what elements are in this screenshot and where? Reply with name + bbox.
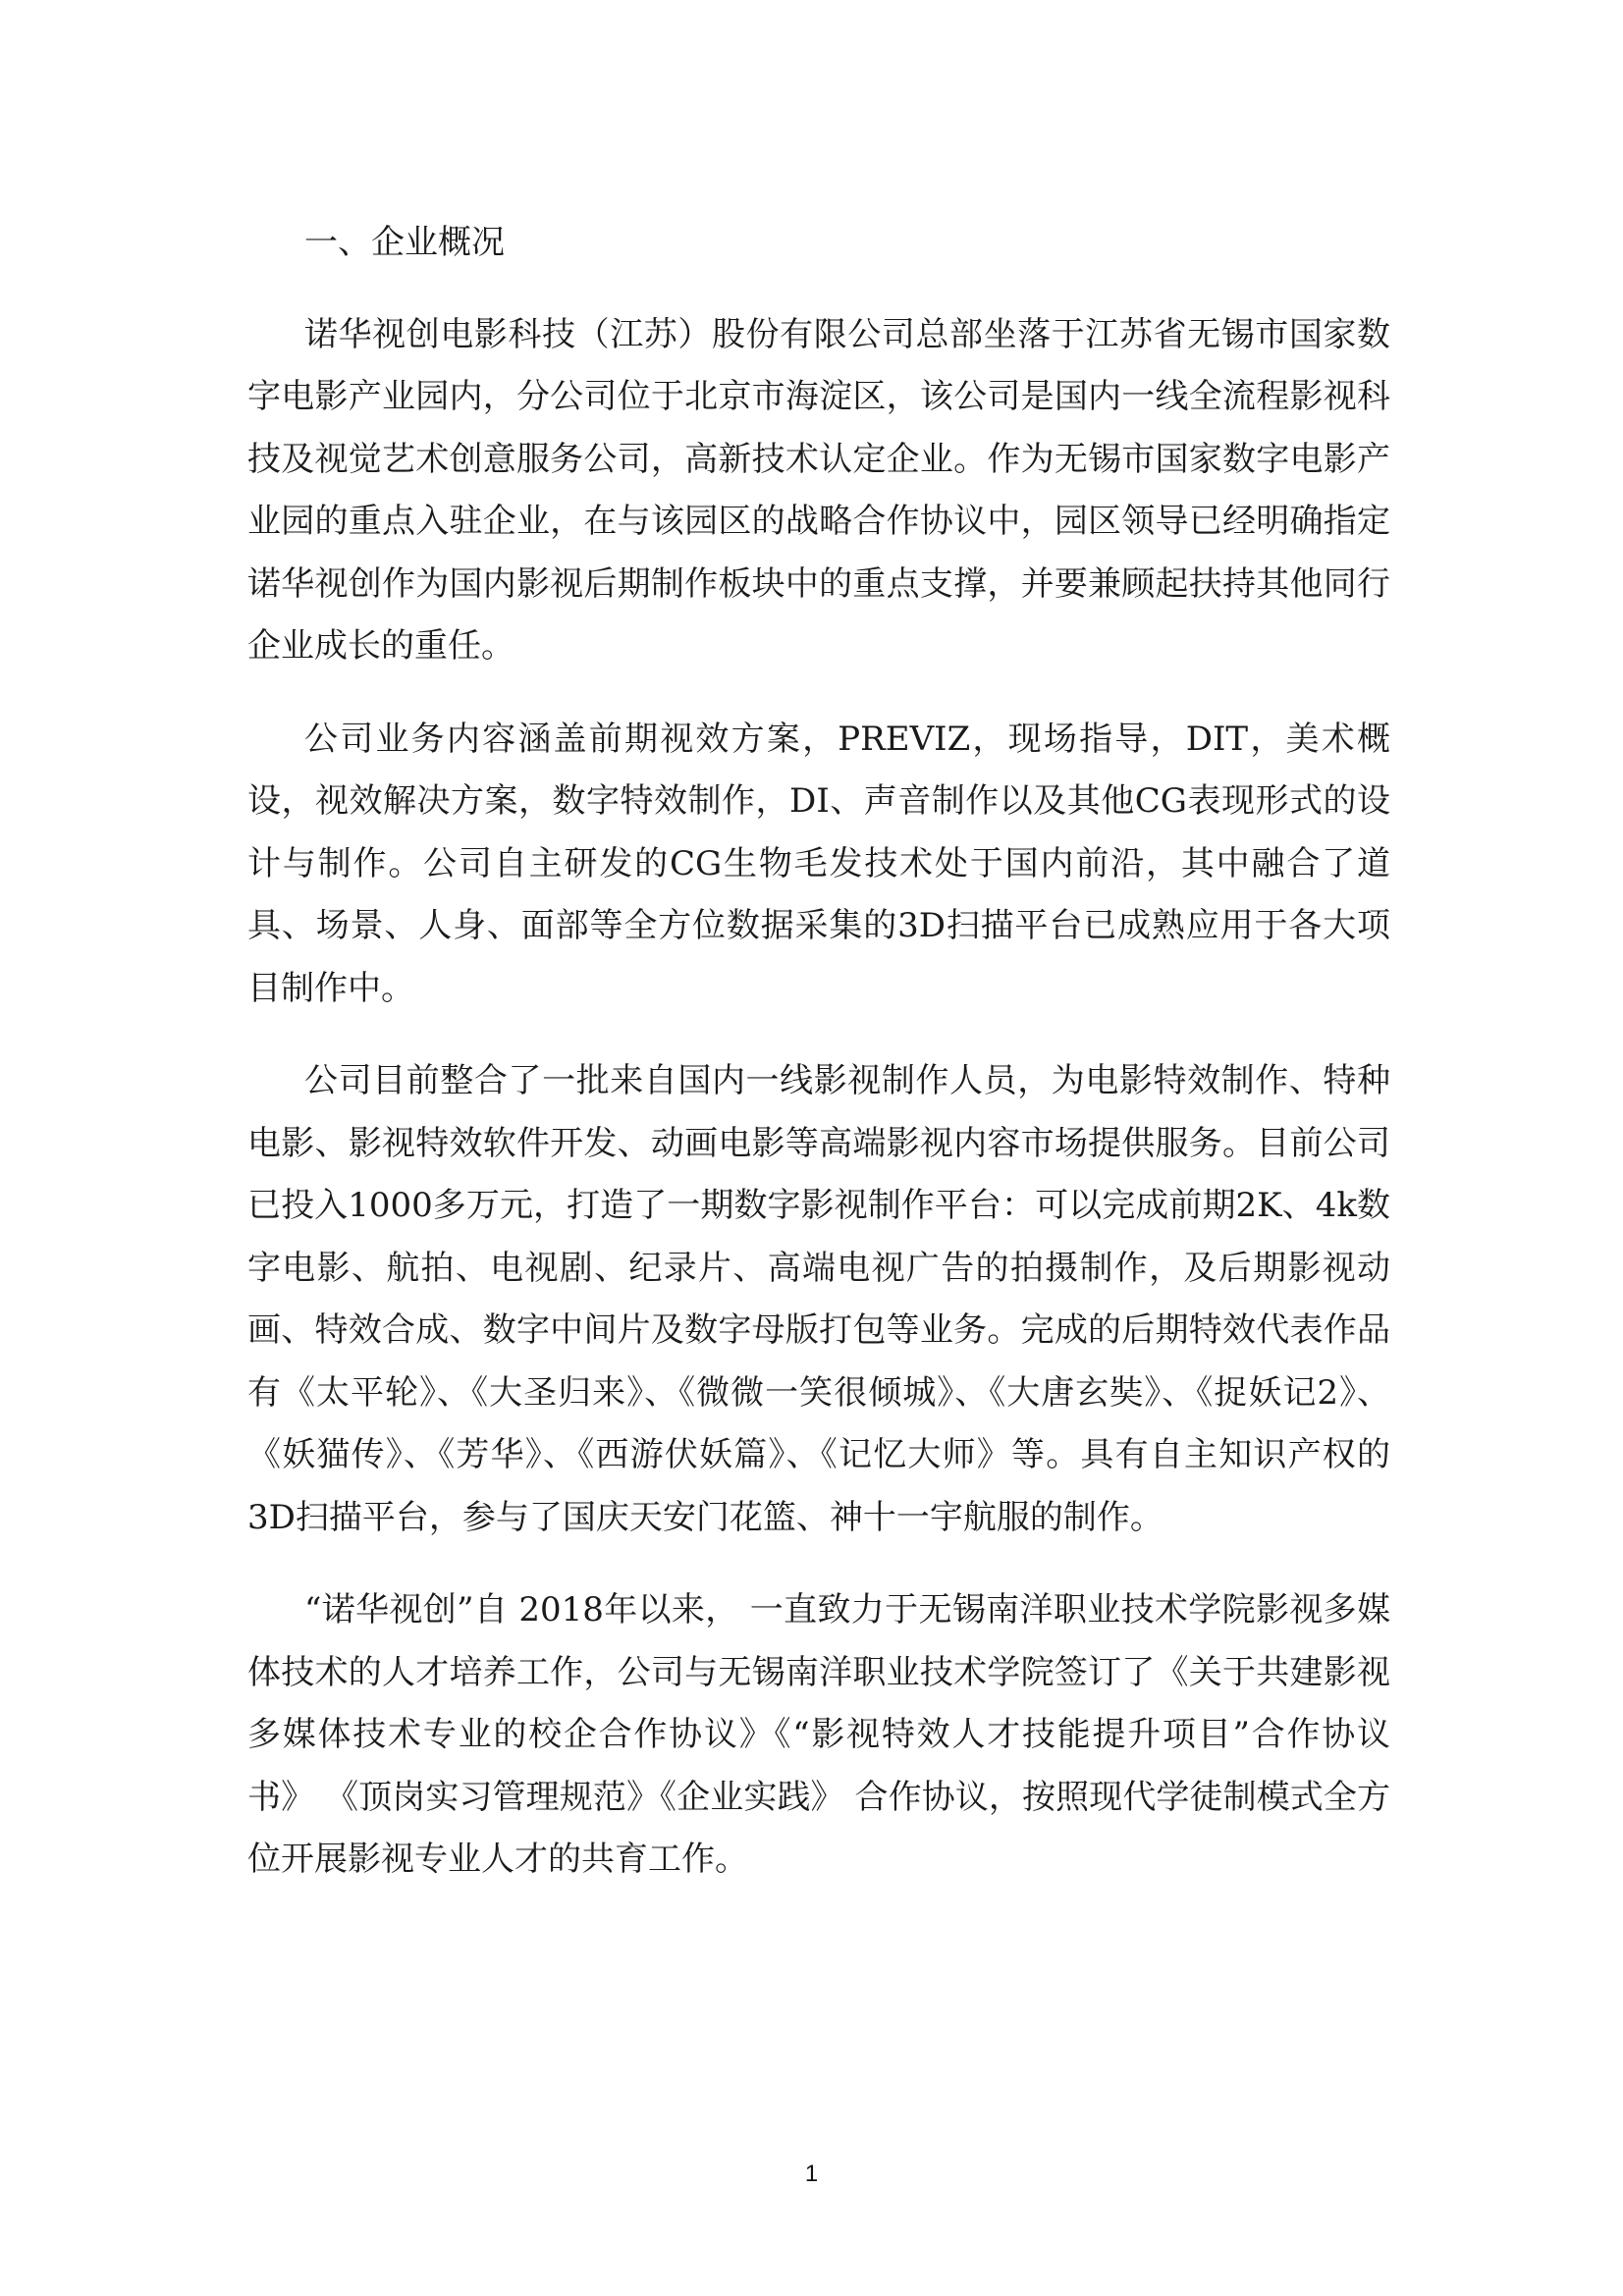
paragraph-school-cooperation: “诺华视创”自 2018年以来， 一直致力于无锡南洋职业技术学院影视多媒体技术的人才培养工作，公司与无锡南洋职业技术学院签订了《关于共建影视多媒体技术专业的校企合作协议》《“影视特效人才技能提升项目”合作协议书》 《顶岗实习管理规范》《企业实践》 合作协议，按照现代学徒制模式全方位开展影视专业人才的共育工作。 <box>247 1590 1390 1879</box>
page-number: 1 <box>804 2161 819 2187</box>
paragraph-business-scope: 公司业务内容涵盖前期视效方案，PREVIZ，现场指导，DIT，美术概设，视效解决方案，数字特效制作，DI、声音制作以及其他CG表现形式的设计与制作。公司自主研发的CG生物毛发技术处于国内前沿，其中融合了道具、场景、人身、面部等全方位数据采集的3D扫描平台已成熟应用于各大项目制作中。 <box>247 719 1390 1008</box>
document-body <box>247 212 1390 1922</box>
paragraph-team-and-works: 公司目前整合了一批来自国内一线影视制作人员，为电影特效制作、特种电影、影视特效软件开发、动画电影等高端影视内容市场提供服务。目前公司已投入1000多万元，打造了一期数字影视制作平台：可以完成前期2K、4k数字电影、航拍、电视剧、纪录片、高端电视广告的拍摄制作，及后期影视动画、特效合成、数字中间片及数字母版打包等业务。完成的后期特效代表作品有《太平轮》、《大圣归来》、《微微一笑很倾城》、《大唐玄奘》、《捉妖记2》、《妖猫传》、《芳华》、《西游伏妖篇》、《记忆大师》等。具有自主知识产权的3D扫描平台，参与了国庆天安门花篮、神十一宇航服的制作。 <box>247 1061 1390 1537</box>
section-heading: 一、企业概况 <box>304 223 505 262</box>
paragraph-company-overview: 诺华视创电影科技（江苏）股份有限公司总部坐落于江苏省无锡市国家数字电影产业园内，分公司位于北京市海淀区，该公司是国内一线全流程影视科技及视觉艺术创意服务公司，高新技术认定企业。作为无锡市国家数字电影产业园的重点入驻企业，在与该园区的战略合作协议中，园区领导已经明确指定诺华视创作为国内影视后期制作板块中的重点支撑，并要兼顾起扶持其他同行企业成长的重任。 <box>247 314 1390 666</box>
